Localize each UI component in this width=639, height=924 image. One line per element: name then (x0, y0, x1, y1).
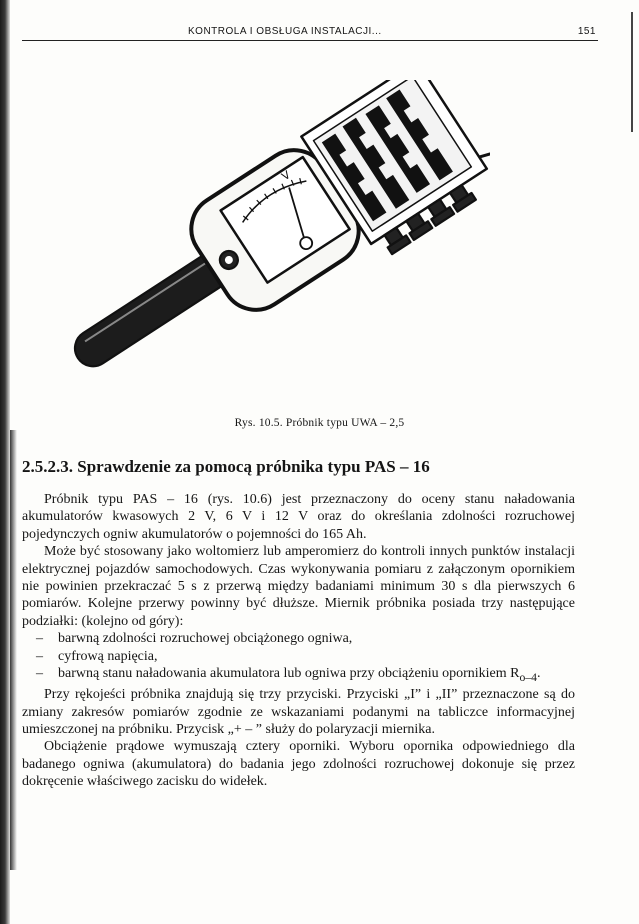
list-item (22, 665, 575, 686)
list-item (22, 630, 575, 647)
list-item-text: cyfrową napięcia, (58, 648, 158, 664)
list-dash: – (36, 666, 43, 682)
scan-left-edge-shadow (0, 0, 10, 924)
resistor-subscript: o–4 (519, 670, 537, 684)
page-number: 151 (577, 26, 596, 37)
paragraph-3: Przy rękojeści próbnika znajdują się trzy przyciski. Przyciski „I” i „II” przeznaczone są do zmiany zakresów pomiarów zgodnie ze wskazaniami podanymi na tabliczce informacyjnej umieszczonej na próbniku. Przycisk „+ – ” służy do polaryzacji miernika. (22, 687, 575, 738)
running-header (22, 26, 598, 41)
scan-right-edge-line (631, 12, 633, 132)
section-heading: 2.5.2.3. Sprawdzenie za pomocą próbnika typu PAS – 16 (22, 457, 430, 476)
tester-illustration (60, 80, 490, 380)
paragraph-2: Może być stosowany jako woltomierz lub amperomierz do kontroli innych punktów instalacji elektrycznej pojazdów samochodowych. Czas wykonywania pomiaru z załączonym opornikiem nie powinien przekraczać 5 s z przerwą między badaniami minimum 30 s dla pierwszych 6 pomiarów. Kolejne przerwy powinny być dłuższe. Miernik próbnika posiada trzy następujące podziałki: (kolejno od góry): (22, 544, 575, 629)
list-item (22, 648, 575, 665)
list-item-end: . (536, 666, 541, 682)
scan-binding-shadow (10, 430, 17, 870)
list-item-text: barwną zdolności rozruchowej obciążonego ogniwa, (58, 631, 353, 647)
list-dash: – (36, 648, 43, 664)
list-item-text: barwną stanu naładowania akumulatora lub ogniwa przy obciążeniu opornikiem R (58, 666, 520, 682)
probe-tester-drawing (60, 80, 490, 380)
svg-text:V: V (279, 168, 293, 184)
body-text (22, 491, 575, 791)
paragraph-4: Obciążenie prądowe wymuszają cztery oporniki. Wyboru opornika odpowiedniego dla badanego ogniwa (akumulatora) do badania jego zdolności rozruchowej dokonuje się przez dokręcenie właściwego zacisku do widełek. (22, 739, 575, 790)
scale-list (22, 630, 575, 686)
paragraph-1: Próbnik typu PAS – 16 (rys. 10.6) jest przeznaczony do oceny stanu naładowania akumulatorów kwasowych 2 V, 6 V i 12 V oraz do określania zdolności rozruchowej pojedynczych ogniw akumulatorów o pojemności do 165 Ah. (22, 492, 575, 542)
list-dash: – (36, 631, 43, 647)
figure-caption: Rys. 10.5. Próbnik typu UWA – 2,5 (234, 417, 405, 429)
running-title: KONTROLA I OBSŁUGA INSTALACJI... (188, 26, 382, 37)
